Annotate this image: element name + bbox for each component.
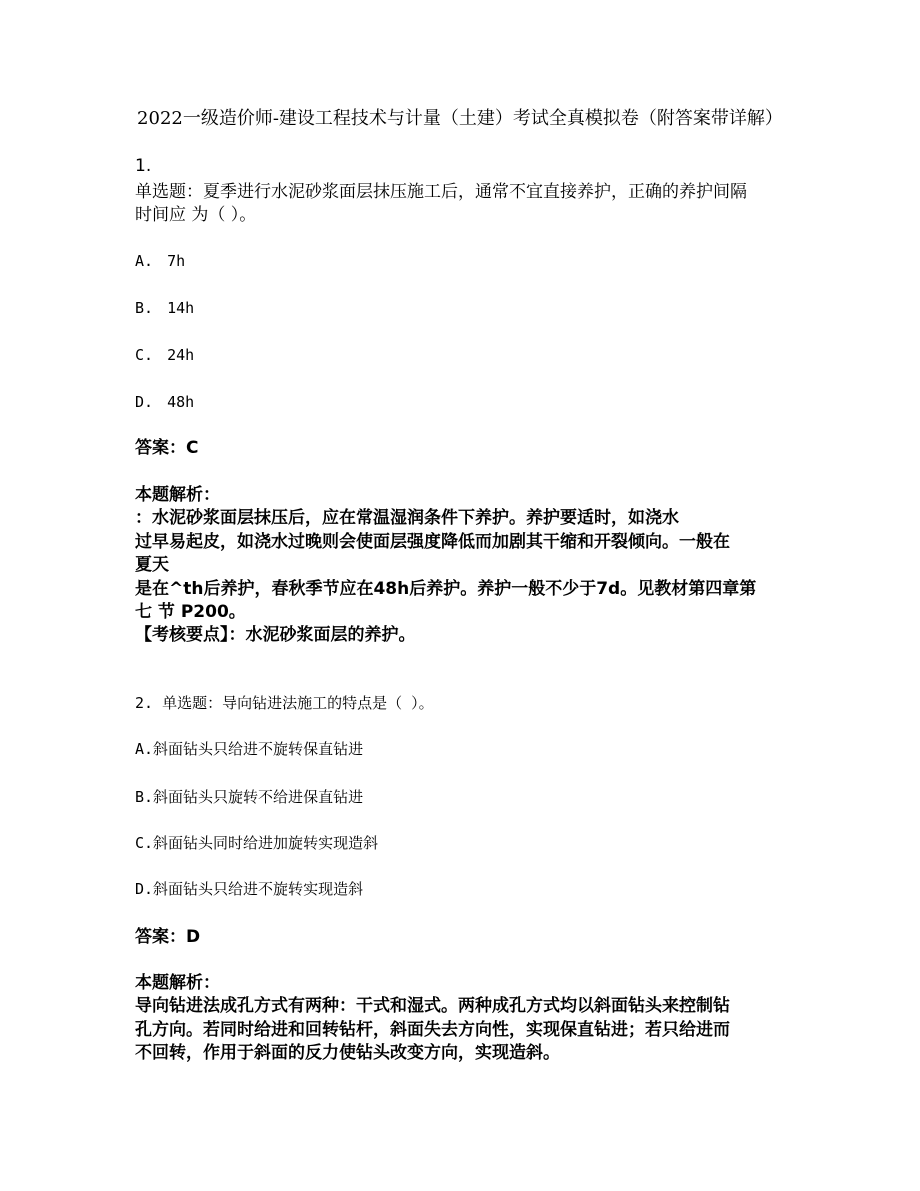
question-1-option-b bbox=[135, 297, 194, 319]
question-2-option-d: D.斜面钻头只给进不旋转实现造斜 bbox=[135, 880, 364, 898]
option-text: 14h bbox=[167, 299, 195, 317]
question-1-analysis-line-5: 七 节 P200。 bbox=[135, 602, 246, 622]
question-2-analysis-label: 本题解析： bbox=[135, 973, 220, 993]
option-letter: C. bbox=[135, 346, 154, 364]
question-2-option-a: A.斜面钻头只给进不旋转保直钻进 bbox=[135, 740, 364, 758]
question-1-analysis-label: 本题解析： bbox=[135, 485, 220, 505]
question-2-option-b: B.斜面钻头只旋转不给进保直钻进 bbox=[135, 788, 364, 806]
question-1-analysis-line-1: ：水泥砂浆面层抹压后，应在常温湿润条件下养护。养护要适时，如浇水 bbox=[135, 508, 679, 528]
option-letter: A. bbox=[135, 252, 154, 270]
option-letter: B. bbox=[135, 299, 154, 317]
question-1-number: 1. bbox=[135, 156, 152, 176]
question-2-analysis-line-1: 导向钻进法成孔方式有两种：干式和湿式。两种成孔方式均以斜面钻头来控制钻 bbox=[135, 996, 730, 1016]
option-text: 7h bbox=[167, 252, 186, 270]
question-2-answer: 答案：D bbox=[135, 927, 201, 947]
question-1-analysis-line-2: 过早易起皮，如浇水过晚则会使面层强度降低而加剧其干缩和开裂倾向。一般在 bbox=[135, 532, 730, 552]
question-1-option-c bbox=[135, 344, 194, 366]
question-1-option-a bbox=[135, 250, 185, 272]
option-text: 24h bbox=[167, 346, 195, 364]
question-2-option-c: C.斜面钻头同时给进加旋转实现造斜 bbox=[135, 834, 379, 852]
question-1-stem-line-1: 单选题：夏季进行水泥砂浆面层抹压施工后，通常不宜直接养护，正确的养护间隔 bbox=[135, 182, 747, 202]
question-2-analysis-line-2: 孔方向。若同时给进和回转钻杆，斜面失去方向性，实现保直钻进；若只给进而 bbox=[135, 1020, 730, 1040]
option-text: 48h bbox=[167, 393, 195, 411]
question-1-analysis-line-3: 夏天 bbox=[135, 555, 169, 575]
question-2-stem: 2. 单选题：导向钻进法施工的特点是（ ）。 bbox=[135, 694, 434, 712]
question-1-answer: 答案：C bbox=[135, 438, 199, 458]
question-2-analysis-line-3: 不回转，作用于斜面的反力使钻头改变方向，实现造斜。 bbox=[135, 1043, 560, 1063]
question-1-option-d bbox=[135, 391, 194, 413]
option-letter: D. bbox=[135, 393, 154, 411]
question-1-stem-line-2: 时间应 为（ ）。 bbox=[135, 205, 257, 225]
question-1-key-point: 【考核要点】：水泥砂浆面层的养护。 bbox=[135, 625, 416, 645]
question-1-analysis-line-4: 是在^th后养护，春秋季节应在48h后养护。养护一般不少于7d。见教材第四章第 bbox=[135, 579, 757, 599]
document-title: 2022一级造价师-建设工程技术与计量（土建）考试全真模拟卷（附答案带详解） bbox=[137, 108, 783, 129]
